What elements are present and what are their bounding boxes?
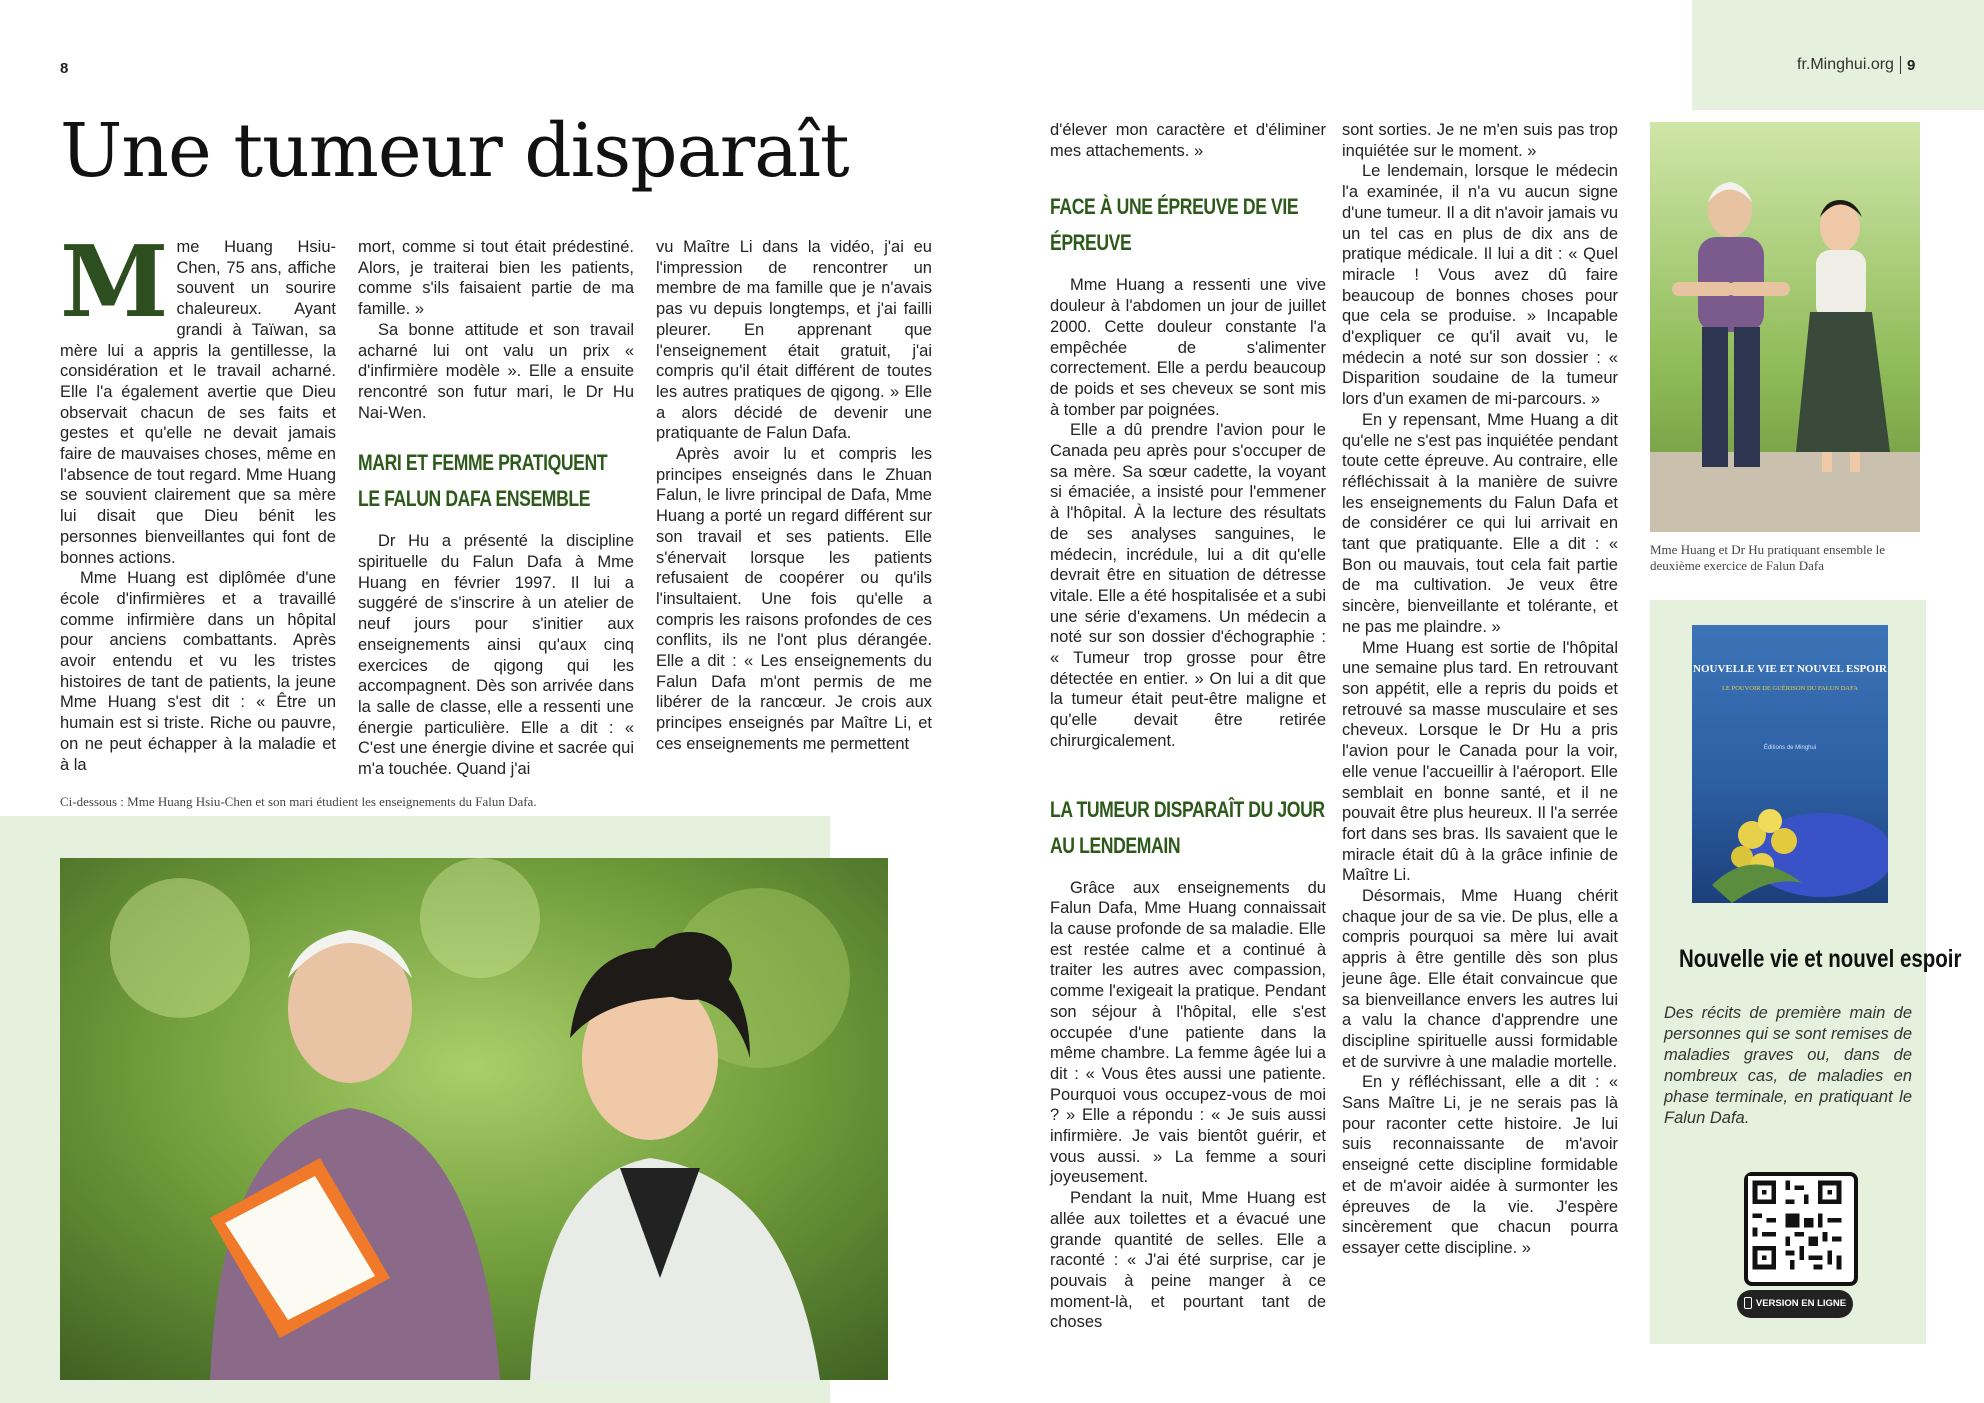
article-title: Une tumeur disparaît — [60, 108, 849, 194]
paragraph: Grâce aux enseignements du Falun Dafa, Mme Huang connaissait la cause profonde de sa maladie. Elle est restée calme et a continué à traiter les autres avec compassion, comme l'exigeait la pratique. Pendant son séjour à l'hôpital, elle s'est occupée d'une patiente dans la même chambre. La femme âgée lui a dit : « Vous êtes aussi une patiente. Pourquoi vous occupez-vous de moi ? » Elle a répondu : « Je suis aussi infirmière. Je vais bientôt guérir, et vous aussi. » La femme a souri joyeusement. — [1050, 878, 1326, 1187]
paragraph: d'élever mon caractère et d'éliminer mes attachements. » — [1050, 121, 1326, 160]
online-version-button[interactable] — [1737, 1290, 1853, 1318]
section-heading: AU LENDEMAIN — [1050, 832, 1181, 858]
right-page-number: 9 — [1906, 56, 1916, 74]
site-url: fr.Minghui.org — [1797, 56, 1894, 73]
section-heading: MARI ET FEMME PRATIQUENT — [358, 450, 608, 476]
qr-code-icon[interactable] — [1744, 1172, 1858, 1286]
couple-reading-photo — [60, 858, 888, 1380]
paragraph: vu Maître Li dans la vidéo, j'ai eu l'impression de rencontrer un membre de ma famille que je n'avais pas vu depuis longtemps, et j'ai failli pleurer. En apprenant que l'enseignement était gratuit, j'ai compris qu'il était différent de toutes les autres pratiques de qigong. » Elle a alors décidé de devenir une pratiquante de Falun Dafa. — [656, 238, 932, 443]
photo-caption: Ci-dessous : Mme Huang Hsiu-Chen et son mari étudient les enseignements du Falun Dafa. — [60, 794, 537, 809]
paragraph: me Huang Hsiu-Chen, 75 ans, affiche souvent un sourire chaleureux. Ayant grandi à Taïwan, sa mère lui a appris la gentillesse, la considération et le travail acharné. Elle l'a également avertie que Dieu observait chacun de ses faits et gestes et qu'elle ne devait jamais faire de mauvaises choses, même en l'absence de tout regard. Mme Huang se souvient clairement que sa mère lui disait que Dieu bénit les personnes bienveillantes qui font de bonnes actions. — [60, 238, 336, 567]
paragraph: Elle a dû prendre l'avion pour le Canada peu après pour s'occuper de sa mère. Sa sœur cadette, la voyant si émaciée, a insisté pour l'emmener à l'hôpital. À la lecture des résultats de ses analyses sanguines, le médecin, incrédule, lui a dit qu'elle devrait être en situation de détresse vitale. Elle a été hospitalisée et a subi une série d'examens. Un médecin a noté sur son dossier d'échographie : « Tumeur trop grosse pour être détectée en entier. » On lui a dit que la tumeur était peut-être maligne et qu'elle devait être retirée chirurgicalement. — [1050, 421, 1326, 750]
section-heading: LE FALUN DAFA ENSEMBLE — [358, 486, 591, 512]
paragraph: Après avoir lu et compris les principes enseignés dans le Zhuan Falun, le livre principal de Dafa, Mme Huang a porté un regard différent sur son travail et ses patients. Elle s'énervait lorsque les patients refusaient de coopérer ou qu'ils l'insultaient. Une fois qu'elle a compris les raisons profondes de ces conflits, ils ne l'ont plus dérangée. Elle a dit : « Les enseignements du Falun Dafa m'ont permis de me libérer de la rancœur. Je crois aux principes enseignés par Maître Li, et ces enseignements me permettent — [656, 445, 932, 753]
article-column-4 — [1050, 120, 1326, 1333]
article-column-5 — [1342, 120, 1618, 1259]
book-cover-subtitle: LE POUVOIR DE GUÉRISON DU FALUN DAFA — [1722, 685, 1858, 692]
paragraph: Mme Huang est diplômée d'une école d'infirmières et a travaillé comme infirmière dans un hôpital pour anciens combattants. Après avoir entendu et vu les tristes histoires de tant de patients, la jeune Mme Huang s'est dit : « Être un humain est si triste. Riche ou pauvre, on ne peut échapper à la maladie et à la — [60, 569, 336, 774]
paragraph: Sa bonne attitude et son travail acharné lui ont valu un prix « d'infirmière modèle ». Elle a ensuite rencontré son futur mari, le Dr Hu Nai-Wen. — [358, 320, 634, 422]
paragraph: Dr Hu a présenté la discipline spirituelle du Falun Dafa à Mme Huang en février 1997. Il lui a suggéré de s'inscrire à un atelier de neuf jours pour s'initier aux enseignements ainsi qu'aux cinq exercices de qigong qui les accompagnent. Dès son arrivée dans la salle de classe, elle a ressenti une énergie particulière. Elle a dit : « C'est une énergie divine et sacrée qui m'a touchée. Quand j'ai — [358, 532, 634, 779]
book-cover — [1692, 625, 1888, 903]
section-heading: LA TUMEUR DISPARAÎT DU JOUR — [1050, 796, 1325, 822]
online-version-label: VERSION EN LIGNE — [1755, 1298, 1847, 1309]
section-heading: FACE À UNE ÉPREUVE DE VIE — [1050, 194, 1299, 220]
book-title: Nouvelle vie et nouvel espoir — [1678, 945, 1962, 973]
header-divider — [1900, 56, 1901, 74]
left-page-number: 8 — [60, 60, 69, 77]
section-heading: ÉPREUVE — [1050, 230, 1132, 256]
phone-icon — [1744, 1297, 1752, 1309]
paragraph: Pendant la nuit, Mme Huang est allée aux toilettes et a évacué une grande quantité de selles. Elle a raconté : « J'ai été surprise, car je pouvais à peine manger à ce moment-là, et pourtant tant de choses — [1050, 1189, 1326, 1332]
book-cover-publisher: Éditions de Minghui — [1763, 745, 1817, 751]
article-column-2 — [358, 237, 634, 780]
paragraph: Désormais, Mme Huang chérit chaque jour de sa vie. De plus, elle a compris pourquoi sa mère lui avait appris à être gentille dès son plus jeune âge. Elle était convaincue que sa bienveillance envers les autres lui a valu la chance d'apprendre une discipline spirituelle aussi formidable et de survivre à une maladie mortelle. — [1342, 887, 1618, 1071]
book-cover-title: NOUVELLE VIE ET NOUVEL ESPOIR — [1693, 663, 1887, 675]
book-description: Des récits de première main de personnes qui se sont remises de maladies graves ou, dans de nombreux cas, de maladies en phase terminale, en pratiquant le Falun Dafa. — [1664, 1004, 1912, 1127]
paragraph: Le lendemain, lorsque le médecin l'a examinée, il n'a vu aucun signe d'une tumeur. Il a dit n'avoir jamais vu un tel cas en plus de dix ans de pratique médicale. Il lui a dit : « Quel miracle ! Vous avez dû faire beaucoup de bonnes choses pour que cela se produise. » Incapable d'expliquer ce qu'il avait vu, le médecin a noté sur son dossier : « Disparition soudaine de la tumeur lors d'un examen de mi-parcours. » — [1342, 162, 1618, 409]
article-column-3 — [656, 237, 932, 755]
drop-cap: M — [60, 225, 169, 340]
article-column-1 — [60, 225, 336, 775]
header-green-tab — [1692, 0, 1984, 110]
paragraph: En y repensant, Mme Huang a dit qu'elle ne s'est pas inquiétée pendant toute cette épreuve. Au contraire, elle réfléchissait à la manière de suivre les enseignements du Falun Dafa et de considérer ce qui lui arrivait en tant que pratiquante. Elle a dit : « Bon ou mauvais, tout cela fait partie de ma cultivation. Je veux être sincère, bienveillante et tolérante, et ne pas me plaindre. » — [1342, 410, 1618, 636]
paragraph: Mme Huang a ressenti une vive douleur à l'abdomen un jour de juillet 2000. Cette douleur constante l'a empêchée de s'alimenter correctement. Elle a perdu beaucoup de poids et ses cheveux se sont mis à tomber par poignées. — [1050, 276, 1326, 419]
couple-exercise-photo — [1650, 122, 1920, 532]
side-photo-caption: Mme Huang et Dr Hu pratiquant ensemble le deuxième exercice de Falun Dafa — [1650, 542, 1886, 573]
paragraph: mort, comme si tout était prédestiné. Alors, je traiterai bien les patients, comme s'ils faisaient partie de ma famille. » — [358, 238, 634, 319]
paragraph: Mme Huang est sortie de l'hôpital une semaine plus tard. En retrouvant son appétit, elle a repris du poids et retrouvé sa masse musculaire et ses cheveux. Lorsque le Dr Hu a pris l'avion pour le Canada pour la voir, elle venue l'accueillir à l'aéroport. Elle semblait en bonne santé, et il ne pouvait être plus heureux. Il l'a serrée fort dans ses bras. Ils savaient que le miracle était dû à la grâce infinie de Maître Li. — [1342, 638, 1618, 885]
page-header-right — [1797, 56, 1915, 74]
paragraph: sont sorties. Je ne m'en suis pas trop inquiétée sur le moment. » — [1342, 121, 1618, 160]
paragraph: En y réfléchissant, elle a dit : « Sans Maître Li, je ne serais pas là pour raconter cette histoire. Je lui suis reconnaissante de m'avoir enseigné cette discipline formidable et de m'avoir aidée à surmonter les épreuves de la vie. J'espère sincèrement que chacun pourra essayer cette discipline. » — [1342, 1073, 1618, 1257]
